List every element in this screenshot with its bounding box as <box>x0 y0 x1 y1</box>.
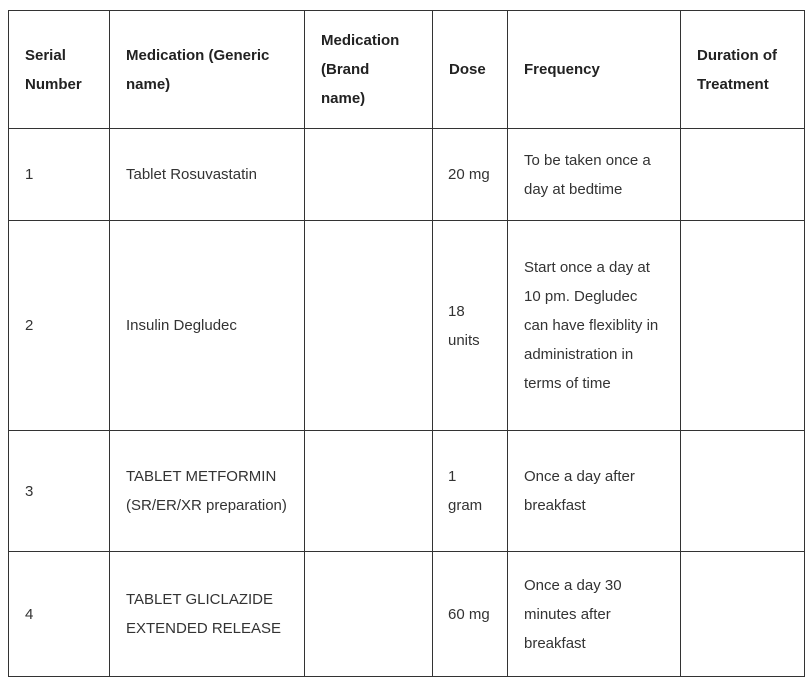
header-duration: Duration of Treatment <box>681 11 805 129</box>
cell-brand-name <box>305 431 433 552</box>
cell-duration <box>681 431 805 552</box>
header-dose: Dose <box>433 11 508 129</box>
cell-frequency: Start once a day at 10 pm. Degludec can have flexiblity in administration in terms of time <box>508 221 681 431</box>
cell-frequency: To be taken once a day at bedtime <box>508 129 681 221</box>
cell-brand-name <box>305 129 433 221</box>
medication-table <box>8 10 805 677</box>
cell-generic-name: Insulin Degludec <box>110 221 305 431</box>
cell-frequency: Once a day after breakfast <box>508 431 681 552</box>
table-row <box>9 431 805 552</box>
header-brand-name: Medication (Brand name) <box>305 11 433 129</box>
table-header-row <box>9 11 805 129</box>
cell-duration <box>681 221 805 431</box>
cell-duration <box>681 552 805 677</box>
header-generic-name: Medication (Generic name) <box>110 11 305 129</box>
cell-frequency: Once a day 30 minutes after breakfast <box>508 552 681 677</box>
table-row <box>9 552 805 677</box>
cell-generic-name: TABLET GLICLAZIDE EXTENDED RELEASE <box>110 552 305 677</box>
cell-generic-name: TABLET METFORMIN (SR/ER/XR preparation) <box>110 431 305 552</box>
cell-serial: 3 <box>9 431 110 552</box>
header-frequency: Frequency <box>508 11 681 129</box>
cell-serial: 4 <box>9 552 110 677</box>
cell-serial: 2 <box>9 221 110 431</box>
cell-dose: 60 mg <box>433 552 508 677</box>
cell-dose: 18 units <box>433 221 508 431</box>
cell-generic-name: Tablet Rosuvastatin <box>110 129 305 221</box>
cell-brand-name <box>305 221 433 431</box>
header-serial-number: Serial Number <box>9 11 110 129</box>
table-row <box>9 129 805 221</box>
cell-serial: 1 <box>9 129 110 221</box>
table-row <box>9 221 805 431</box>
cell-duration <box>681 129 805 221</box>
cell-brand-name <box>305 552 433 677</box>
cell-dose: 20 mg <box>433 129 508 221</box>
cell-dose: 1 gram <box>433 431 508 552</box>
